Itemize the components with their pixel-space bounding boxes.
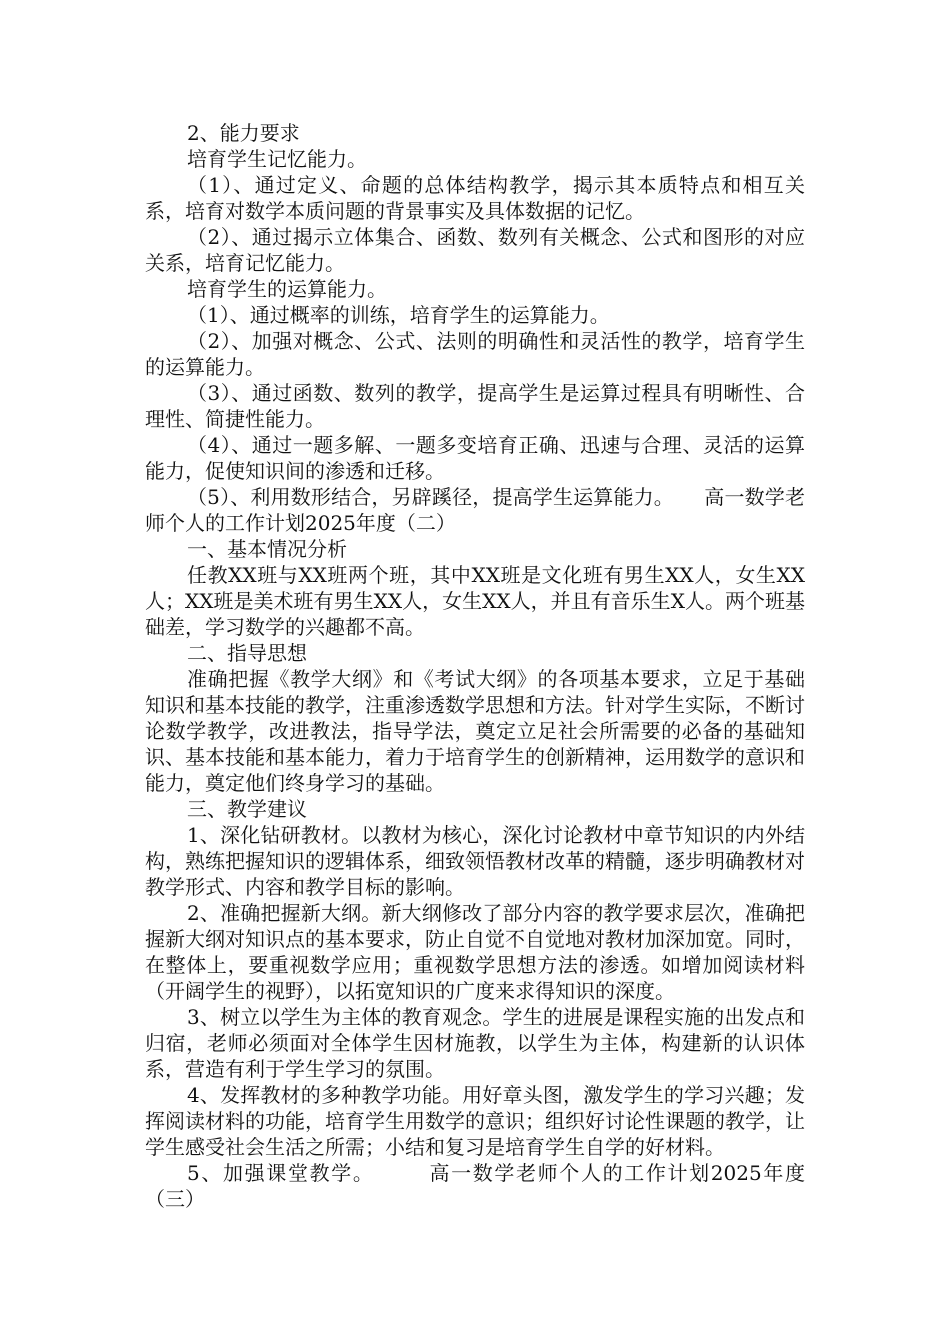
paragraph-memory-item-1: （1）、通过定义、命题的总体结构教学，揭示其本质特点和相互关系，培育对数学本质问题的背景事实及具体数据的记忆。: [145, 173, 805, 223]
paragraph-basic-situation: 任教XX班与XX班两个班，其中XX班是文化班有男生XX人，女生XX人；XX班是美术班有男生XX人，女生XX人，并且有音乐生X人。两个班基础差，学习数学的兴趣都不高。: [145, 563, 805, 639]
paragraph-suggestion-3: 3、树立以学生为主体的教育观念。学生的进展是课程实施的出发点和归宿，老师必须面对全体学生因材施教，以学生为主体，构建新的认识体系，营造有利于学生学习的氛围。: [145, 1005, 805, 1081]
paragraph-computing-item-3: （3）、通过函数、数列的教学，提高学生是运算过程具有明晰性、合理性、简捷性能力。: [145, 381, 805, 431]
paragraph-guiding-thought: 准确把握《教学大纲》和《考试大纲》的各项基本要求，立足于基础知识和基本技能的教学，注重渗透数学思想和方法。针对学生实际，不断讨论数学教学，改进教法，指导学法，奠定立足社会所需要的必备的基础知识、基本技能和基本能力，着力于培育学生的创新精神，运用数学的意识和能力，奠定他们终身学习的基础。: [145, 667, 805, 795]
section-heading-guiding-thought: 二、指导思想: [187, 641, 307, 665]
paragraph-memory-ability: 培育学生记忆能力。: [187, 147, 367, 171]
paragraph-computing-item-4: （4）、通过一题多解、一题多变培育正确、迅速与合理、灵活的运算能力，促使知识间的渗透和迁移。: [145, 433, 805, 483]
paragraph-suggestion-2: 2、准确把握新大纲。新大纲修改了部分内容的教学要求层次，准确把握新大纲对知识点的基本要求，防止自觉不自觉地对教材加深加宽。同时，在整体上，要重视数学应用；重视数学思想方法的渗透。如增加阅读材料（开阔学生的视野），以拓宽知识的广度来求得知识的深度。: [145, 901, 805, 1003]
paragraph-suggestion-1: 1、深化钻研教材。以教材为核心，深化讨论教材中章节知识的内外结构，熟练把握知识的逻辑体系，细致领悟教材改革的精髓，逐步明确教材对教学形式、内容和教学目标的影响。: [145, 823, 805, 899]
section-heading-basic-situation: 一、基本情况分析: [187, 537, 347, 561]
paragraph-memory-item-2: （2）、通过揭示立体集合、函数、数列有关概念、公式和图形的对应关系，培育记忆能力。: [145, 225, 805, 275]
section-heading-ability: 2、能力要求: [187, 121, 300, 145]
paragraph-suggestion-4: 4、发挥教材的多种教学功能。用好章头图，激发学生的学习兴趣；发挥阅读材料的功能，培育学生用数学的意识；组织好讨论性课题的教学，让学生感受社会生活之所需；小结和复习是培育学生自学的好材料。: [145, 1083, 805, 1159]
paragraph-computing-item-5: （5）、利用数形结合，另辟蹊径，提高学生运算能力。 高一数学老师个人的工作计划2025年度（二）: [145, 485, 805, 535]
paragraph-computing-item-1: （1）、通过概率的训练，培育学生的运算能力。: [187, 303, 610, 327]
document-body: [145, 120, 805, 1212]
section-heading-teaching-suggestions: 三、教学建议: [187, 797, 307, 821]
paragraph-suggestion-5: 5、加强课堂教学。 高一数学老师个人的工作计划2025年度（三）: [145, 1161, 805, 1211]
paragraph-computing-ability: 培育学生的运算能力。: [187, 277, 387, 301]
paragraph-computing-item-2: （2）、加强对概念、公式、法则的明确性和灵活性的教学，培育学生的运算能力。: [145, 329, 805, 379]
